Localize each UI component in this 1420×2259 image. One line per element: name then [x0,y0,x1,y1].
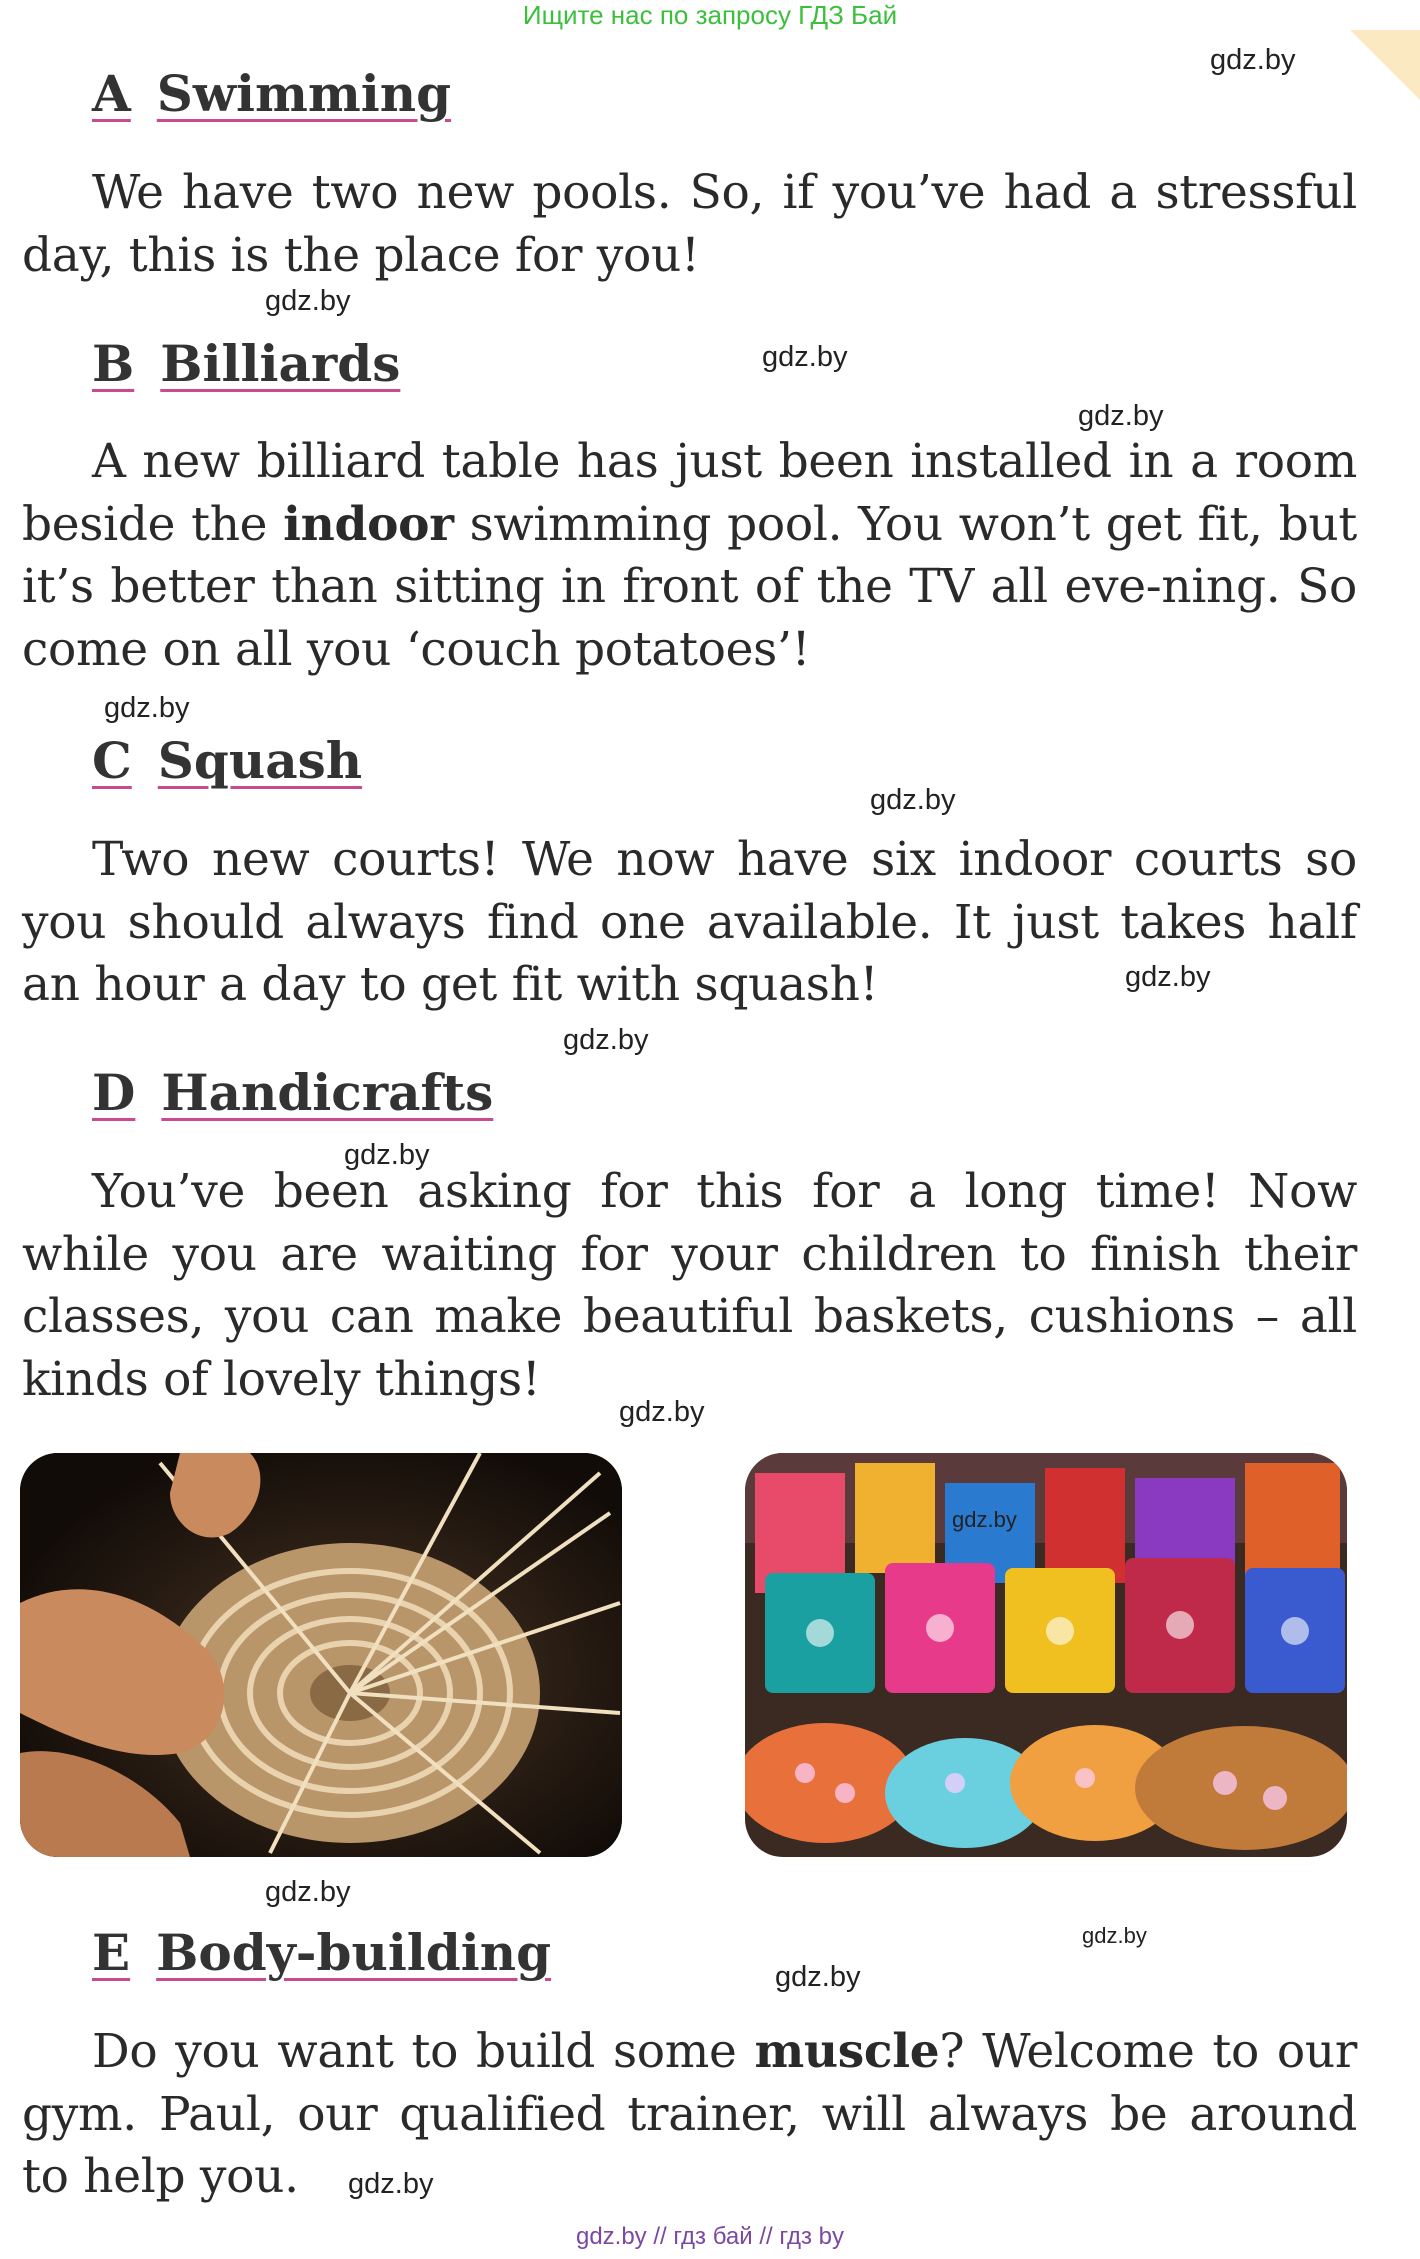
watermark: gdz.by [1125,961,1211,993]
watermark: gdz.by [870,784,956,816]
watermark: gdz.by [563,1024,649,1056]
footer-links[interactable]: gdz.by // гдз бай // гдз by [575,2223,845,2250]
heading-swimming [92,64,451,124]
page-corner-decoration [1350,30,1420,100]
paragraph-swimming: We have two new pools. So, if you’ve had a stressful day, this is the place for you! [22,165,1357,283]
section-letter: A [92,64,131,123]
watermark: gdz.by [1078,400,1164,432]
embroidered-bags-photo [745,1453,1347,1857]
section-letter: E [92,1923,131,1982]
top-banner[interactable]: Ищите нас по запросу ГДЗ Бай [522,0,898,30]
section-title: Squash [157,731,363,790]
section-title: Handicrafts [161,1063,494,1122]
section-title: Billiards [160,334,401,393]
section-title: Swimming [156,64,452,123]
text-run: ? Welcome to our gym. Paul, our qualified trainer, will always be around to help you. [22,2024,1357,2204]
bold-word-muscle: muscle [754,2024,940,2079]
watermark: gdz.by [1082,1923,1147,1948]
watermark: gdz.by [265,285,351,317]
watermark: gdz.by [104,692,190,724]
watermark: gdz.by [619,1396,705,1428]
section-letter: C [92,731,132,790]
watermark: gdz.by [348,2168,434,2200]
paragraph-handicrafts: You’ve been asking for this for a long time! Now while you are waiting for your children to finish their classes, you can make beautiful baskets, cushions – all kinds of lovely things! [22,1164,1357,1407]
basket-weaving-photo [20,1453,622,1857]
watermark: gdz.by [762,341,848,373]
watermark: gdz.by [265,1876,351,1908]
section-letter: D [92,1063,136,1122]
text-run: swimming pool. You won’t get fit, but it’s better than sitting in front of the TV all eve-ning. So come on all you ‘couch potatoes’! [22,496,1357,677]
section-letter: B [92,334,135,393]
heading-billiards [92,334,400,394]
heading-squash [92,731,362,791]
bold-word-indoor: indoor [283,496,454,552]
watermark: gdz.by [1210,44,1296,76]
heading-body-building [92,1923,551,1983]
paragraph-squash: Two new courts! We now have six indoor courts so you should always find one available. It just takes half an hour a day to get fit with squash! [22,832,1357,1012]
section-title: Body-building [156,1923,552,1982]
text-run: Do you want to build some [92,2024,755,2079]
text-run: A new billiard table has just been installed in a room beside the [22,434,1357,552]
heading-handicrafts [92,1063,493,1123]
watermark: gdz.by [952,1507,1017,1532]
paragraph-billiards [22,431,1357,681]
watermark: gdz.by [775,1961,861,1993]
watermark: gdz.by [344,1139,430,1171]
paragraph-body-building [22,2021,1357,2209]
